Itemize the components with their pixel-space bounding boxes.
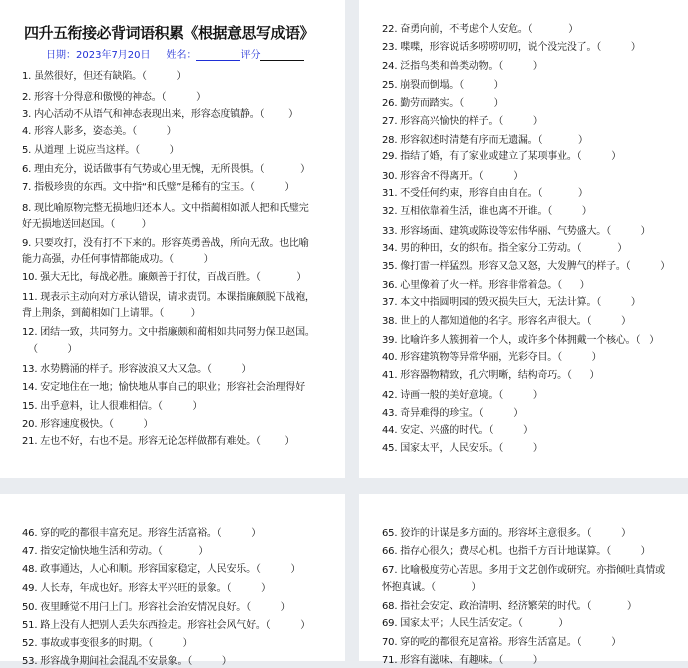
question-line: 45. 国家太平，人民安乐。（ ） — [382, 443, 543, 454]
question-line: 1. 虽然很好，但还有缺陷。（ ） — [22, 71, 187, 82]
question-line: 34. 男的种田，女的织布。指全家分工劳动。（ ） — [382, 243, 628, 254]
question-line: 25. 崩裂而倒塌。（ ） — [382, 80, 504, 91]
question-line: 20. 形容速度极快。（ ） — [22, 419, 154, 430]
question-line: 14. 安定地住在一地；愉快地从事自己的职业；形容社会治理得好 — [22, 382, 305, 393]
question-line: 7. 指极珍贵的东西。文中指“和氏璧”是稀有的宝玉。（ ） — [22, 182, 295, 193]
question-line: 33. 形容场面、建筑或陈设等宏伟华丽、气势盛大。（ ） — [382, 226, 651, 237]
question-line: 32. 互相依靠着生活，谁也离不开谁。（ ） — [382, 206, 592, 217]
question-line: 71. 形容有滋味、有趣味。（ ） — [382, 655, 543, 666]
question-line: 66. 指存心很久；费尽心机。也指千方百计地谋算。（ ） — [382, 546, 651, 557]
question-line: 42. 诗画一般的美好意境。（ ） — [382, 390, 543, 401]
question-line: 51. 路上没有人把别人丢失东西捡走。形容社会风气好。（ ） — [22, 620, 311, 631]
question-line: 52. 事故或事变很多的时期。（ ） — [22, 638, 193, 649]
question-line: 13. 水势腾涌的样子。形容波浪又大又急。（ ） — [22, 364, 252, 375]
question-line: 21. 左也不好，右也不是。形容无论怎样做都有难处。（ ） — [22, 436, 295, 447]
question-line: 39. 比喻许多人簇拥着一个人，或许多个体拥戴一个核心。（ ） — [382, 335, 660, 346]
page-3 — [0, 494, 345, 667]
question-line: 48. 政事通达，人心和顺。形容国家稳定，人民安乐。（ ） — [22, 564, 301, 575]
question-line: 8. 现比喻原物完整无损地归还本人。文中指蔺相如派人把和氏璧完 — [22, 203, 309, 214]
name-blank[interactable] — [196, 50, 240, 61]
question-line: 44. 安定、兴盛的时代。（ ） — [382, 425, 533, 436]
question-line: 10. 强大无比，每战必胜。廉颇善于打仗，百战百胜。（ ） — [22, 272, 307, 283]
question-line: 46. 穿的吃的都很丰富充足。形容生活富裕。（ ） — [22, 528, 262, 539]
score-label: 评分 — [240, 50, 261, 61]
question-line: 怀抱真诚。（ ） — [382, 582, 482, 593]
question-line: 6. 理由充分，说话做事有气势或心里无愧，无所畏惧。（ ） — [22, 164, 310, 175]
page-4 — [359, 494, 688, 666]
question-line: 29. 指结了婚，有了家业或建立了某项事业。（ ） — [382, 151, 622, 162]
question-line: 30. 形容舍不得离开。（ ） — [382, 171, 524, 182]
question-line: 26. 勤劳而踏实。（ ） — [382, 98, 504, 109]
question-line: 3. 内心活动不从语气和神态表现出来，形容态度镇静。（ ） — [22, 109, 298, 120]
question-line: 35. 像打雷一样猛烈。形容又急又怒，大发脾气的样子。（ ） — [382, 261, 671, 272]
question-line: 28. 形容叙述时清楚有序而无遗漏。（ ） — [382, 135, 588, 146]
page-2 — [359, 0, 688, 478]
question-line: 50. 夜里睡觉不用闩上门。形容社会治安情况良好。（ ） — [22, 602, 291, 613]
question-line: 好无损地送回赵国。（ ） — [22, 219, 152, 230]
question-line: 23. 喋喋，形容说话多唠唠叨叨，说个没完没了。（ ） — [382, 42, 641, 53]
question-line: 22. 奋勇向前，不考虑个人安危。（ ） — [382, 24, 579, 35]
question-line: 67. 比喻极度劳心苦思。多用于文艺创作或研究。亦指倾吐真情或 — [382, 565, 665, 576]
score-blank[interactable] — [260, 50, 304, 61]
question-line: 24. 泛指鸟类和兽类动物。（ ） — [382, 61, 543, 72]
question-line: 40. 形容建筑物等异常华丽，光彩夺目。（ ） — [382, 352, 602, 363]
date-label: 日期：2023年7月20日 — [46, 50, 151, 61]
question-line: 9. 只要攻打，没有打不下来的。形容英勇善战，所向无敌。也比喻 — [22, 238, 309, 249]
question-line: 36. 心里像着了火一样。形容非常着急。（ ） — [382, 280, 590, 291]
question-line: 背上荆条，到蔺相如门上请罪。（ ） — [22, 308, 201, 319]
question-line: 12. 团结一致，共同努力。文中指廉颇和蔺相如共同努力保卫赵国。 — [22, 327, 315, 338]
question-line: 68. 指社会安定、政治清明、经济繁荣的时代。（ ） — [382, 601, 637, 612]
question-line: （ ） — [22, 344, 78, 355]
question-line: 2. 形容十分得意和傲慢的神态。（ ） — [22, 92, 206, 103]
question-line: 49. 人长寿，年成也好。形容太平兴旺的景象。（ ） — [22, 583, 271, 594]
question-line: 65. 狡诈的计谋是多方面的。形容坏主意很多。（ ） — [382, 528, 631, 539]
question-line: 47. 指安定愉快地生活和劳动。（ ） — [22, 546, 209, 557]
question-line: 15. 出乎意料，让人很难相信。（ ） — [22, 401, 203, 412]
question-line: 43. 奇异难得的珍宝。（ ） — [382, 408, 524, 419]
question-line: 69. 国家太平；人民生活安定。（ ） — [382, 618, 569, 629]
question-line: 31. 不受任何约束，形容自由自在。（ ） — [382, 188, 588, 199]
worksheet-meta — [46, 46, 304, 61]
question-line: 70. 穿的吃的都很充足富裕。形容生活富足。（ ） — [382, 637, 622, 648]
question-line: 41. 形容器物精致，孔穴明晰，结构奇巧。（ ） — [382, 370, 600, 381]
question-line: 4. 形容人影多，姿态美。（ ） — [22, 126, 177, 137]
question-line: 11. 现表示主动向对方承认错误，请求责罚。本课指廉颇脱下战袍， — [22, 292, 315, 303]
question-line: 38. 世上的人都知道他的名字。形容名声很大。（ ） — [382, 316, 631, 327]
page-1 — [0, 0, 345, 478]
name-label: 姓名： — [166, 50, 197, 61]
question-line: 能力高强，办任何事情都能成功。（ ） — [22, 254, 214, 265]
question-line: 5. 从道理 上说应当这样。（ ） — [22, 145, 180, 156]
page-title: 四升五衔接必背词语积累《根据意思写成语》 — [24, 24, 315, 42]
question-line: 53. 形容战争期间社会混乱不安景象。（ ） — [22, 656, 232, 667]
question-line: 27. 形容高兴愉快的样子。（ ） — [382, 116, 543, 127]
question-line: 37. 本文中指圆明园的毁灭损失巨大，无法计算。（ ） — [382, 297, 641, 308]
